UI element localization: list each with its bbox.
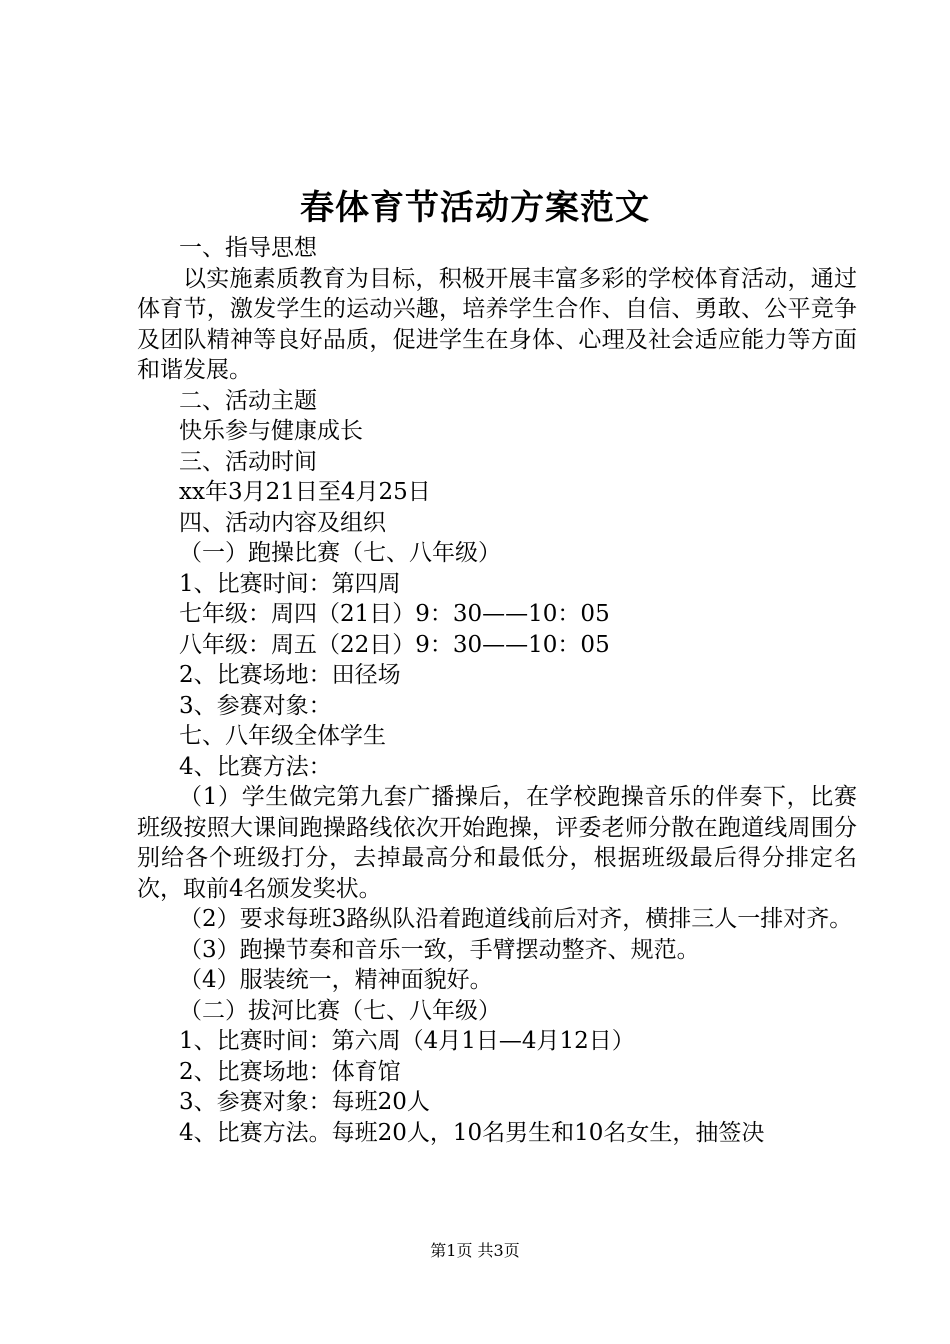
paragraph-activity-theme: 快乐参与健康成长 [179, 418, 363, 444]
paragraph-activity-time: xx年3月21日至4月25日 [179, 479, 431, 505]
document-title: 春体育节活动方案范文 [300, 188, 650, 228]
list-item: 2、比赛场地：田径场 [179, 662, 401, 688]
subheading-running-exercise: （一）跑操比赛（七、八年级） [179, 540, 501, 566]
paragraph-method-1: （1）学生做完第九套广播操后，在学校跑操音乐的伴奏下，比赛班级按照大课间跑操路线依次开始跑操，评委老师分散在跑道线周围分别给各个班级打分，去掉最高分和最低分，根据班级最后得分排定名次，取前4名颁发奖状。 [137, 784, 857, 902]
page-footer: 第1页 共3页 [430, 1241, 520, 1260]
paragraph-method-4: （4）服装统一，精神面貌好。 [179, 967, 493, 993]
list-item: 3、参赛对象： [179, 692, 332, 719]
list-item: 4、比赛方法。每班20人，10名男生和10名女生，抽签决 [179, 1119, 765, 1146]
paragraph-guiding-ideology: 以实施素质教育为目标，积极开展丰富多彩的学校体育活动，通过体育节，激发学生的运动兴趣，培养学生合作、自信、勇敢、公平竞争及团队精神等良好品质，促进学生在身体、心理及社会适应能力等方面和谐发展。 [137, 265, 857, 383]
heading-activity-time: 三、活动时间 [179, 448, 317, 475]
list-item: 八年级：周五（22日）9：30——10：05 [179, 631, 610, 658]
subheading-tug-of-war: （二）拔河比赛（七、八年级） [179, 997, 501, 1024]
list-item: 七、八年级全体学生 [179, 723, 386, 749]
list-item: 2、比赛场地：体育馆 [179, 1058, 401, 1085]
list-item: 3、参赛对象：每班20人 [179, 1089, 430, 1115]
list-item: 4、比赛方法： [179, 753, 332, 780]
paragraph-method-3: （3）跑操节奏和音乐一致，手臂摆动整齐、规范。 [179, 936, 700, 963]
list-item: 1、比赛时间：第六周（4月1日—4月12日） [179, 1028, 635, 1054]
document-body [137, 233, 857, 1148]
list-item: 1、比赛时间：第四周 [179, 570, 401, 597]
paragraph-method-2: （2）要求每班3路纵队沿着跑道线前后对齐，横排三人一排对齐。 [179, 906, 853, 932]
heading-activity-theme: 二、活动主题 [179, 387, 317, 414]
list-item: 七年级：周四（21日）9：30——10：05 [179, 601, 610, 627]
heading-guiding-ideology: 一、指导思想 [179, 235, 317, 261]
heading-activity-content: 四、活动内容及组织 [179, 509, 386, 536]
